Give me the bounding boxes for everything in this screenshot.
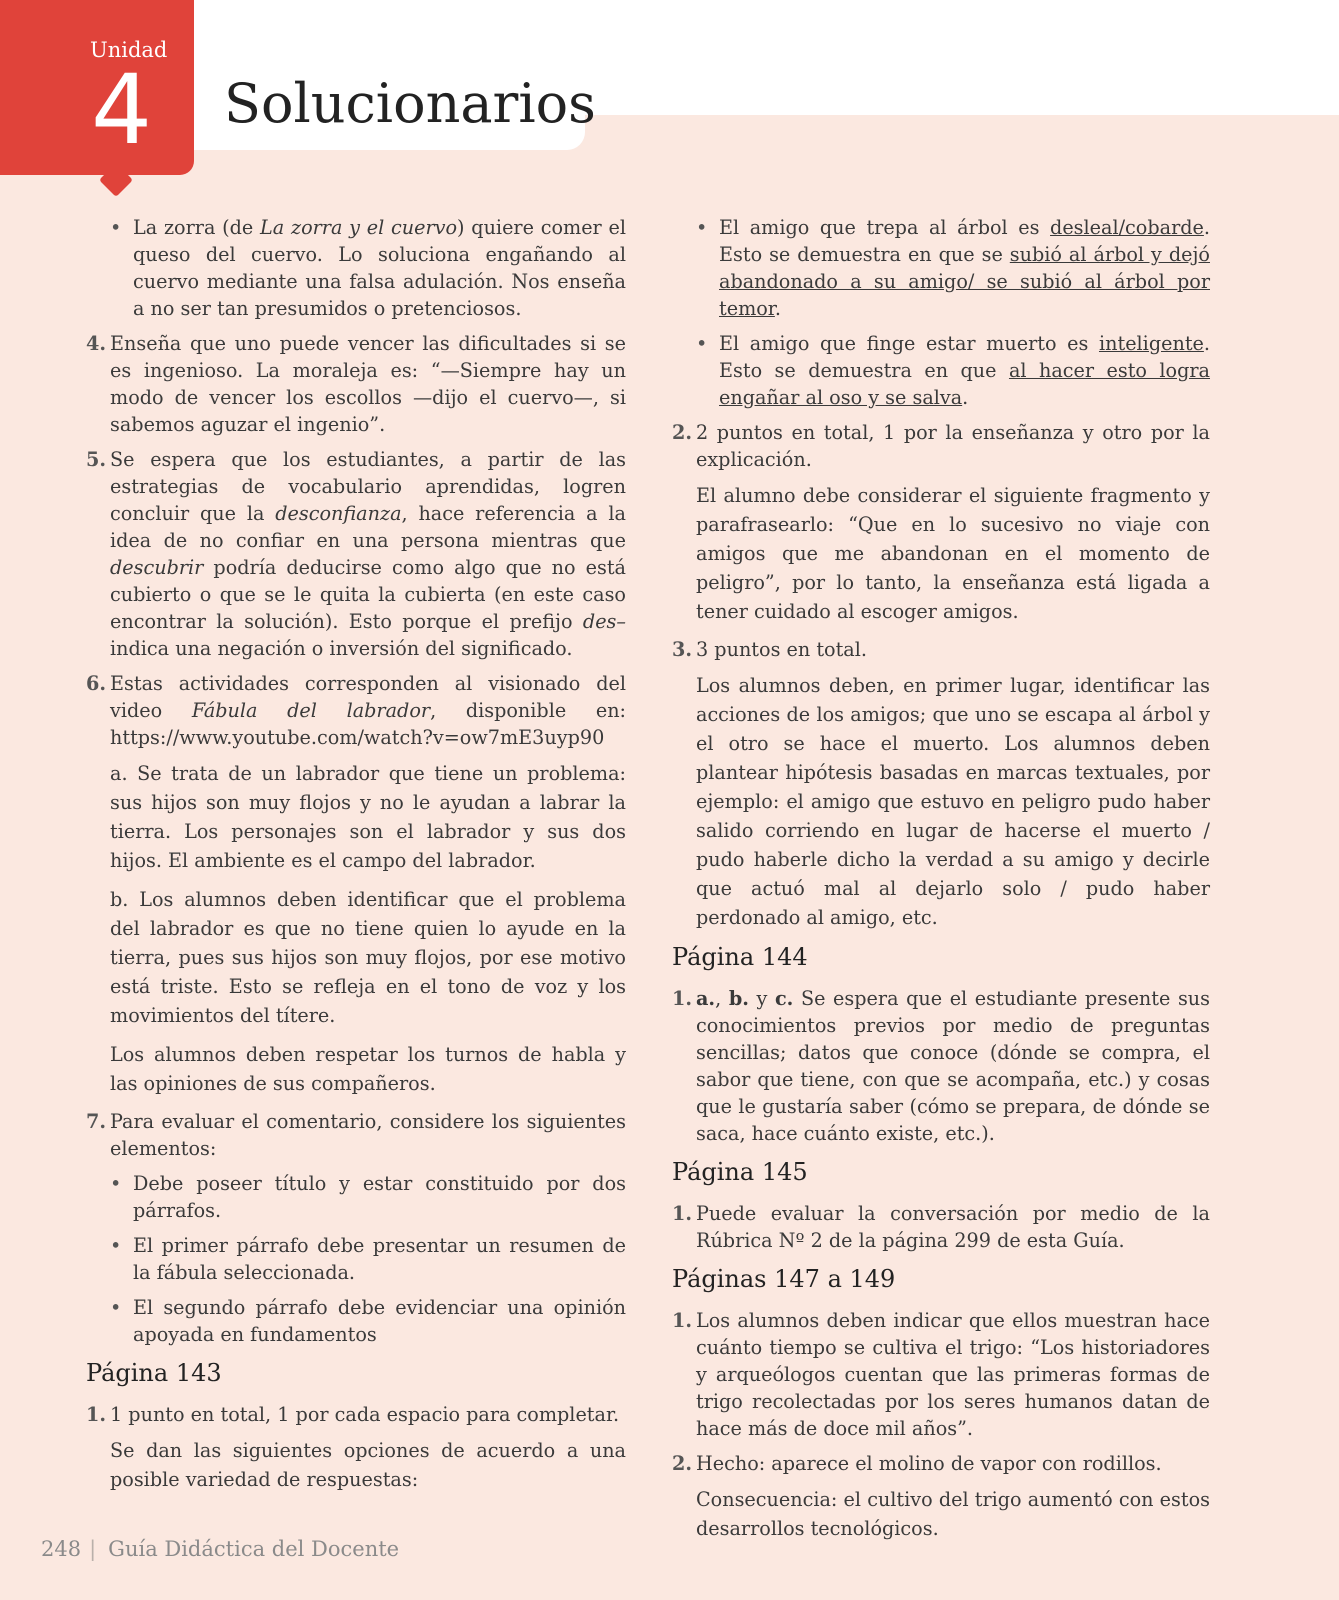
- section-heading-144: Página 144: [672, 943, 808, 971]
- bullet-icon: •: [110, 1234, 122, 1257]
- list-item: [110, 214, 626, 322]
- page-number: 248: [41, 1537, 82, 1561]
- left-column: [86, 214, 626, 1504]
- book-title: Guía Didáctica del Docente: [108, 1537, 400, 1561]
- answer-7: 7. Para evaluar el comentario, considere los siguientes elementos:: [86, 1110, 626, 1160]
- answer-5: 5. Se espera que los estudiantes, a partir de las estrategias de vocabulario aprendidas, logren concluir que la desconfianza, hace referencia a la idea de no confiar en una persona mientras que descubrir podría deducirse como algo que no está cubierto o que se le quita la cubierta (en este caso encontrar la solución). Esto porque el prefijo des– indica una negación o inversión del significado.: [86, 448, 626, 660]
- page-footer: [41, 1537, 399, 1561]
- bullet-icon: •: [110, 1296, 122, 1319]
- list-item: • El primer párrafo debe presentar un resumen de la fábula seleccionada.: [110, 1234, 626, 1284]
- answer-147-2: 2. Hecho: aparece el molino de vapor con rodillos.: [672, 1452, 1162, 1475]
- answer-6a: a. Se trata de un labrador que tiene un problema: sus hijos son muy flojos y no le ayudan a labrar la tierra. Los personajes son el labrador y sus dos hijos. El ambiente es el campo del labrador.: [110, 762, 626, 872]
- page-title: Solucionarios: [224, 72, 596, 135]
- answer-4: 4. Enseña que uno puede vencer las dificultades si se es ingenioso. La moraleja es: “—Siempre hay un modo de vencer los escollos —dijo el cuervo—, si sabemos aguzar el ingenio”.: [86, 332, 626, 436]
- answer-2: 2. 2 puntos en total, 1 por la enseñanza y otro por la explicación.: [672, 421, 1210, 471]
- answer-147-2-note: Consecuencia: el cultivo del trigo aumentó con estos desarrollos tecnológicos.: [696, 1488, 1210, 1540]
- list-item: • El segundo párrafo debe evidenciar una opinión apoyada en fundamentos: [110, 1296, 626, 1346]
- section-heading-145: Página 145: [672, 1158, 808, 1186]
- answer-2-note: El alumno debe considerar el siguiente fragmento y parafrasearlo: “Que en lo sucesivo no viaje con amigos que me abandonan en el momento de peligro”, por lo tanto, la enseñanza está ligada a tener cuidado al escoger amigos.: [696, 484, 1210, 623]
- list-item: • El amigo que finge estar muerto es inteligente. Esto se demuestra en que al hacer esto logra engañar al oso y se salva.: [696, 332, 1210, 409]
- unit-number: 4: [91, 54, 153, 166]
- answer-144-1: 1. a., b. y c. Se espera que el estudiante presente sus conocimientos previos por medio de preguntas sencillas; datos que conoce (dónde se compra, el sabor que tiene, con que se acompaña, etc.) y cosas que le gustaría saber (cómo se prepara, de dónde se saca, hace cuánto existe, etc.).: [672, 987, 1211, 1145]
- unit-badge: [0, 0, 194, 175]
- answer-143-1: 1. 1 punto en total, 1 por cada espacio para completar.: [86, 1403, 620, 1426]
- bullet-icon: •: [696, 216, 708, 239]
- right-column: [672, 214, 1210, 1553]
- section-heading-143: Página 143: [86, 1359, 222, 1387]
- bullet-text: La zorra (de La zorra y el cuervo) quiere comer el queso del cuervo. Lo soluciona engañando al cuervo mediante una falsa adulación. Nos enseña a no ser tan presumidos o pretenciosos.: [133, 216, 626, 320]
- bullet-icon: •: [696, 332, 708, 355]
- answer-3: 3. 3 puntos en total.: [672, 638, 867, 661]
- answer-147-1: 1. Los alumnos deben indicar que ellos muestran hace cuánto tiempo se cultiva el trigo: “Los historiadores y arqueólogos cuentan que las primeras formas de trigo recolectadas por los seres humanos datan de hace más de doce mil años”.: [672, 1309, 1210, 1440]
- answer-143-1-note: Se dan las siguientes opciones de acuerdo a una posible variedad de respuestas:: [110, 1439, 626, 1491]
- footer-separator: |: [89, 1537, 97, 1561]
- title-box: [170, 0, 596, 150]
- answer-145-1: 1. Puede evaluar la conversación por medio de la Rúbrica Nº 2 de la página 299 de esta Guía.: [672, 1202, 1210, 1252]
- list-item: • El amigo que trepa al árbol es desleal/cobarde. Esto se demuestra en que se subió al árbol y dejó abandonado a su amigo/ se subió al árbol por temor.: [696, 216, 1210, 320]
- answer-3-note: Los alumnos deben, en primer lugar, identificar las acciones de los amigos; que uno se escapa al árbol y el otro se hace el muerto. Los alumnos deben plantear hipótesis basadas en marcas textuales, por ejemplo: el amigo que estuvo en peligro pudo haber salido corriendo en lugar de hacerse el muerto / pudo haberle dicho la verdad a su amigo y decirle que actuó mal al dejarlo solo / pudo haber perdonado al amigo, etc.: [696, 674, 1210, 929]
- answer-6: 6. Estas actividades corresponden al visionado del video Fábula del labrador, disponible en: https://www.youtube.com/watch?v=ow7mE3uyp90: [86, 672, 627, 749]
- list-item: • Debe poseer título y estar constituido por dos párrafos.: [110, 1172, 626, 1222]
- unit-label: Unidad: [90, 38, 168, 62]
- bullet-icon: •: [110, 216, 122, 239]
- section-heading-147: Páginas 147 a 149: [672, 1265, 896, 1293]
- answer-6b: b. Los alumnos deben identificar que el problema del labrador es que no tiene quien lo ayude en la tierra, pues sus hijos son muy flojos, por ese motivo está triste. Esto se refleja en el tono de voz y los movimientos del títere.: [110, 888, 626, 1027]
- answer-6-note: Los alumnos deben respetar los turnos de habla y las opiniones de sus compañeros.: [110, 1043, 626, 1095]
- bullet-icon: •: [110, 1172, 122, 1195]
